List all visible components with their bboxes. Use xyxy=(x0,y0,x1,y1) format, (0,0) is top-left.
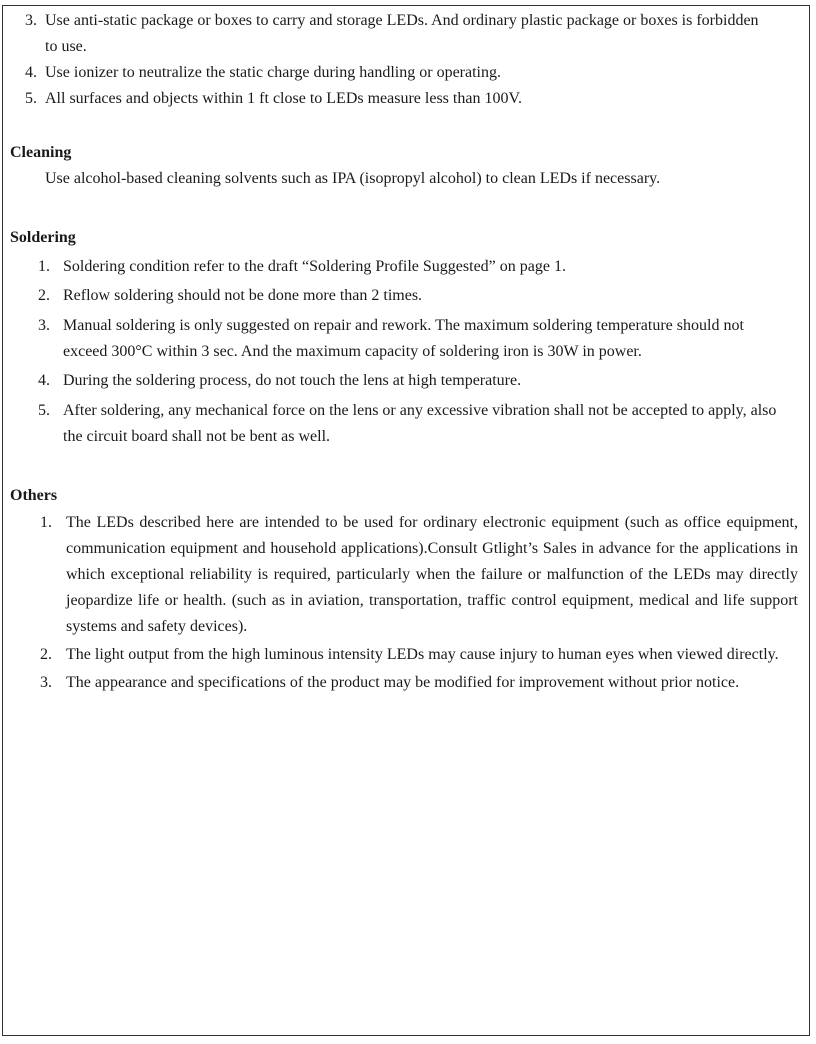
item-number: 3. xyxy=(25,12,37,29)
item-text: Manual soldering is only suggested on repair and rework. The maximum soldering temperature should not exceed 300°C within 3 sec. And the maximum capacity of soldering iron is 30W in power. xyxy=(63,317,744,360)
item-text: The LEDs described here are intended to be used for ordinary electronic equipment (such as office equipment, communication equipment and household applications).Consult Gtlight’s Sales in advance for the applications in which exceptional reliability is required, particularly when the failure or malfunction of the LEDs may directly jeopardize life or health. (such as in aviation, transportation, traffic control equipment, medical and life support systems and safety devices). xyxy=(66,514,798,635)
item-text: All surfaces and objects within 1 ft close to LEDs measure less than 100V. xyxy=(45,90,522,107)
others-list xyxy=(40,510,798,696)
list-item xyxy=(38,398,788,450)
list-item xyxy=(25,86,765,112)
section-heading-soldering: Soldering xyxy=(10,229,76,246)
section-heading-others: Others xyxy=(10,487,58,504)
soldering-list xyxy=(38,254,788,450)
list-item xyxy=(40,510,798,640)
list-item xyxy=(38,368,788,394)
item-number: 4. xyxy=(38,372,50,389)
list-item xyxy=(40,642,798,668)
item-number: 2. xyxy=(38,287,50,304)
item-text: After soldering, any mechanical force on the lens or any excessive vibration shall not be accepted to apply, also the circuit board shall not be bent as well. xyxy=(63,402,777,445)
list-item xyxy=(38,283,788,309)
item-number: 5. xyxy=(38,402,50,419)
list-item xyxy=(38,313,788,365)
section-heading-cleaning: Cleaning xyxy=(10,144,72,161)
item-number: 3. xyxy=(38,317,50,334)
item-text: Soldering condition refer to the draft “Soldering Profile Suggested” on page 1. xyxy=(63,258,566,275)
item-text: During the soldering process, do not touch the lens at high temperature. xyxy=(63,372,522,389)
item-text: Use anti-static package or boxes to carry and storage LEDs. And ordinary plastic package or boxes is forbidden to use. xyxy=(45,12,759,55)
cleaning-body: Use alcohol-based cleaning solvents such as IPA (isopropyl alcohol) to clean LEDs if necessary. xyxy=(45,170,661,187)
item-text: Use ionizer to neutralize the static charge during handling or operating. xyxy=(45,64,501,81)
item-number: 1. xyxy=(38,258,50,275)
item-number: 4. xyxy=(25,64,37,81)
item-text: Reflow soldering should not be done more than 2 times. xyxy=(63,287,423,304)
list-item xyxy=(40,670,798,696)
list-item xyxy=(25,8,765,60)
list-item xyxy=(25,60,765,86)
item-number: 1. xyxy=(40,514,52,531)
item-text: The appearance and specifications of the product may be modified for improvement without prior notice. xyxy=(66,674,740,691)
list-item xyxy=(38,254,788,280)
item-number: 5. xyxy=(25,90,37,107)
item-number: 2. xyxy=(40,646,52,663)
item-number: 3. xyxy=(40,674,52,691)
esd-list xyxy=(25,8,765,112)
item-text: The light output from the high luminous intensity LEDs may cause injury to human eyes when viewed directly. xyxy=(66,646,779,663)
